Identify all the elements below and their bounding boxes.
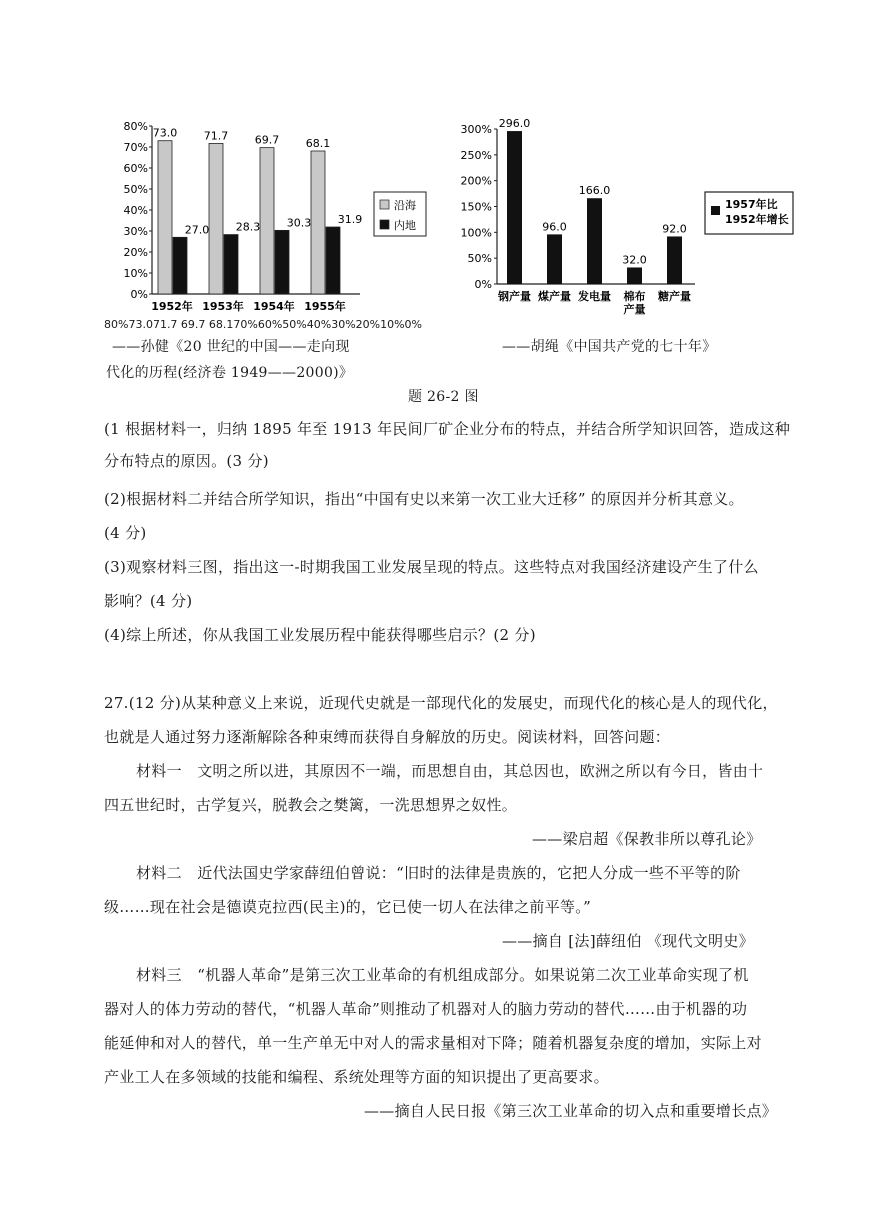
data-label: 92.0 [662,222,687,236]
legend-label: 沿海 [394,199,416,212]
y-tick-label: 50% [467,252,492,266]
y-tick-label: 100% [460,226,492,240]
x-tick-label: 糖产量 [658,290,691,303]
question-1-line1: (1 根据材料一，归纳 1895 年至 1913 年民间厂矿企业分布的特点，并结合所学知识回答，造成这种 [104,420,791,438]
y-tick-label: 250% [460,148,492,162]
data-label: 27.0 [184,223,210,237]
material-2-line1: 材料二 近代法国史学家薛纽伯曾说：“旧时的法律是贵族的，它把人分成一些不平等的阶 [136,864,741,882]
material-3-source: ——摘自人民日报《第三次工业革命的切入点和重要增长点》 [364,1102,778,1120]
y-tick-label: 300% [460,123,492,136]
data-label: 296.0 [498,117,531,131]
y-tick-label: 10% [123,267,148,280]
legend-swatch [380,200,389,209]
data-label: 28.3 [235,220,261,234]
material-3-line4: 产业工人在多领域的技能和编程、系统处理等方面的知识提出了更高要求。 [104,1068,609,1086]
y-tick-label: 80% [123,120,148,133]
material-2-source: ——摘自 [法]薛纽伯 《现代文明史》 [502,932,754,950]
material-3-line1: 材料三 “机器人革命”是第三次工业革命的有机组成部分。如果说第二次工业革命实现了机 [136,966,749,984]
data-label: 30.3 [286,216,312,230]
legend-label: 1957年比 [725,198,778,211]
y-tick-label: 20% [123,246,148,259]
bar-inland [224,235,238,294]
bar-growth [507,131,522,284]
bar-coastal [158,141,172,294]
bar-inland [173,237,187,294]
y-tick-label: 0% [130,288,148,301]
figure-caption: 题 26-2 图 [408,389,479,405]
x-tick-label: 1953年 [202,300,244,313]
legend-swatch [380,220,389,229]
y-tick-label: 0% [474,278,492,291]
data-label: 96.0 [542,220,567,234]
bar-inland [326,227,340,294]
chart-coastal-inland [112,112,442,317]
x-tick-label: 钢产量 [498,290,531,303]
data-label: 166.0 [578,184,611,198]
y-tick-label: 70% [123,141,148,154]
bar-coastal [311,151,325,294]
y-tick-label: 150% [460,200,492,214]
x-tick-label: 产量 [623,303,646,316]
y-tick-label: 30% [123,225,148,238]
material-1-source: ——梁启超《保教非所以尊孔论》 [532,830,762,848]
x-tick-label: 棉布 [623,290,646,303]
question-2-line1: (2)根据材料二并结合所学知识，指出“中国有史以来第一次工业大迁移” 的原因并分析其意义。 [104,490,744,508]
bar-coastal [209,143,223,294]
data-label: 32.0 [622,253,647,267]
legend-label: 1952年增长 [725,213,789,226]
legend-label: 内地 [394,219,416,232]
question-3-line2: 影响？(4 分) [104,592,193,610]
chart-coastal-inland-svg [112,112,442,317]
chart1-source-line2: 代化的历程(经济卷 1949——2000)》 [106,365,354,381]
question-4: (4)综上所述，你从我国工业发展历程中能获得哪些启示？(2 分) [104,626,536,644]
x-tick-label: 发电量 [578,290,611,303]
question-27-line2: 也就是人通过努力逐渐解除各种束缚而获得自身解放的历史。阅读材料，回答问题： [104,728,671,746]
chart1-source-line1: ——孙健《20 世纪的中国——走向现 [112,339,350,355]
material-1-line1: 材料一 文明之所以进，其原因不一端，而思想自由，其总因也，欧洲之所以有今日，皆由十 [136,762,764,780]
question-3-line1: (3)观察材料三图，指出这一-时期我国工业发展呈现的特点。这些特点对我国经济建设产生了什么 [104,558,759,576]
bar-growth [547,234,562,284]
data-label: 68.1 [305,136,331,150]
x-tick-label: 1952年 [151,300,193,313]
material-3-line3: 能延伸和对人的替代，单一生产单无中对人的需求量相对下降；随着机器复杂度的增加，实际上对 [104,1034,762,1052]
bar-growth [627,267,642,284]
chart-industrial-growth-svg [455,112,800,322]
x-tick-label: 煤产量 [538,290,571,303]
bar-inland [275,230,289,294]
chart2-source: ——胡绳《中国共产党的七十年》 [502,339,717,355]
y-tick-label: 200% [460,174,492,188]
y-tick-label: 50% [123,183,148,196]
bar-growth [587,198,602,284]
data-label: 71.7 [203,129,229,143]
data-label: 69.7 [254,133,280,147]
material-3-line2: 器对人的体力劳动的替代，“机器人革命”则推动了机器对人的脑力劳动的替代……由于机器的功 [104,1000,748,1018]
question-1-line2: 分布特点的原因。(3 分) [104,452,269,470]
y-tick-label: 40% [123,204,148,217]
ocr-artifact-text: 80%73.071.7 69.7 68.170%60%50%40%30%20%10%0% [104,318,423,331]
data-label: 31.9 [337,213,363,227]
y-tick-label: 60% [123,162,148,175]
question-2-line2: (4 分) [104,524,147,542]
chart-industrial-growth [455,112,800,322]
bar-coastal [260,148,274,294]
bar-growth [667,236,682,284]
question-27-line1: 27.(12 分)从某种意义上来说，近现代史就是一部现代化的发展史，而现代化的核心是人的现代化， [104,694,778,712]
x-tick-label: 1955年 [304,300,346,313]
material-1-line2: 四五世纪时，古学复兴，脱教会之樊篱，一洗思想界之奴性。 [104,796,518,814]
material-2-line2: 级……现在社会是德谟克拉西(民主)的，它已使一切人在法律之前平等。” [104,898,592,916]
x-tick-label: 1954年 [253,300,295,313]
data-label: 73.0 [152,126,178,140]
legend-swatch [711,206,720,215]
